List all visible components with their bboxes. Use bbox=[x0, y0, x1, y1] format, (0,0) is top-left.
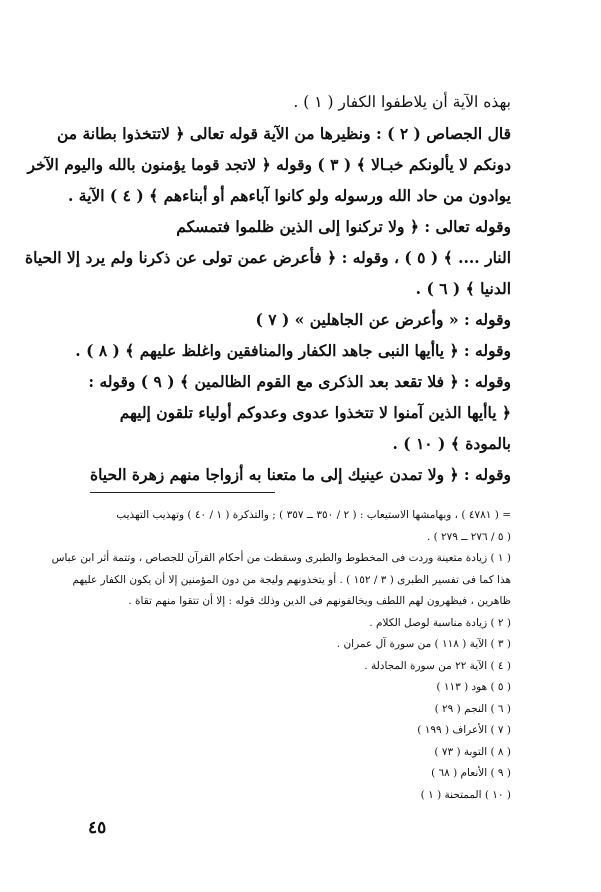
body-line-10: وقوله : ﴿ فلا تقعد بعد الذكرى مع القوم الظالمين ﴾ ( ٩ ) وقوله : bbox=[88, 372, 511, 391]
footnote-line: ظاهرين ، فيظهرون لهم اللطف ويخالفونهم فى الدين وذلك قوله : إلا أن تتقوا منهم تقاة . bbox=[128, 595, 511, 607]
footnote-divider bbox=[90, 492, 275, 493]
footnote-line: ( ٥ / ٢٧٦ ــ ٢٧٩ ) . bbox=[426, 530, 511, 543]
footnote-line: ( ١٠ ) الممتحنة ( ١ ) bbox=[420, 788, 511, 801]
footnote-line: ( ١ ) زيادة متعينة وردت فى المخطوط والطبرى وسقطت من أحكام القرآن للجصاص ، وتتمة أثر ابن عباس bbox=[51, 552, 511, 564]
footnote-line: ( ٢ ) زيادة مناسبة لوصل الكلام . bbox=[369, 616, 511, 629]
footnotes bbox=[51, 505, 511, 806]
body-line-8: وقوله : « وأعرض عن الجاهلين » ( ٧ ) bbox=[255, 310, 511, 329]
footnote-line: ( ٧ ) الأعراف ( ١٩٩ ) bbox=[417, 724, 511, 736]
footnote-line: ( ٦ ) النجم ( ٢٩ ) bbox=[434, 702, 511, 715]
main-text bbox=[24, 87, 511, 490]
footnote-line: هذا كما فى تفسير الطبرى ( ٣ / ١٥٢ ) . أو يتخذونهم وليجة من دون المؤمنين إلا أن يكون الكفار عليهم bbox=[72, 573, 511, 586]
body-line-6: النار .... ﴾ ( ٥ ) ، وقوله : ﴿ فأعرض عمن تولى عن ذكرنا ولم يرد إلا الحياة bbox=[24, 248, 511, 267]
body-line-11: ﴿ ياأيها الذين آمنوا لا تتخذوا عدوى وعدوكم أولياء تلقون إليهم bbox=[119, 403, 511, 422]
footnote-line: ( ٣ ) الآية ( ١١٨ ) من سورة آل عمران . bbox=[336, 638, 511, 650]
footnote-line: = ( ٤٧٨١ ) ، وبهامشها الاستيعاب : ( ٢ / ٣٥٠ ــ ٣٥٧ ) ; والتذكرة ( ١ / ٤٠ ) وتهذيب التهذيب bbox=[116, 509, 511, 521]
footnote-line: ( ٨ ) التوبة ( ٧٣ ) bbox=[434, 745, 511, 758]
footnote-line: ( ٥ ) هود ( ١١٣ ) bbox=[436, 681, 511, 693]
body-line-1: بهذه الآية أن يلاطفوا الكفار ( ١ ) . bbox=[293, 93, 511, 111]
page-number: ٤٥ bbox=[88, 818, 107, 838]
body-line-9: وقوله : ﴿ ياأيها النبى جاهد الكفار والمنافقين واغلظ عليهم ﴾ ( ٨ ) . bbox=[75, 341, 511, 360]
body-line-2: قال الجصاص ( ٢ ) : ونظيرها من الآية قوله تعالى ﴿ لاتتخذوا بطانة من bbox=[56, 124, 511, 143]
footnote-line: ( ٩ ) الأنعام ( ٦٨ ) bbox=[431, 767, 511, 779]
body-line-5: وقوله تعالى : ﴿ ولا تركنوا إلى الذين ظلموا فتمسكم bbox=[176, 217, 511, 236]
body-line-4: يوادون من حاد الله ورسوله ولو كانوا آباءهم أو أبناءهم ﴾ ( ٤ ) الآية . bbox=[67, 186, 511, 205]
footnote-line: ( ٤ ) الآية ٢٢ من سورة المجادلة . bbox=[364, 659, 511, 672]
body-line-13: وقوله : ﴿ ولا تمدن عينيك إلى ما متعنا به أزواجا منهم زهرة الحياة bbox=[89, 465, 511, 484]
body-line-3: دونكم لا يألونكم خبـالا ﴾ ( ٣ ) وقوله ﴿ لاتجد قوما يؤمنون بالله واليوم الآخر bbox=[27, 155, 511, 174]
body-line-7: الدنيا ﴾ ( ٦ ) . bbox=[415, 279, 511, 298]
body-line-12: بالمودة ﴾ ( ١٠ ) . bbox=[392, 434, 511, 453]
